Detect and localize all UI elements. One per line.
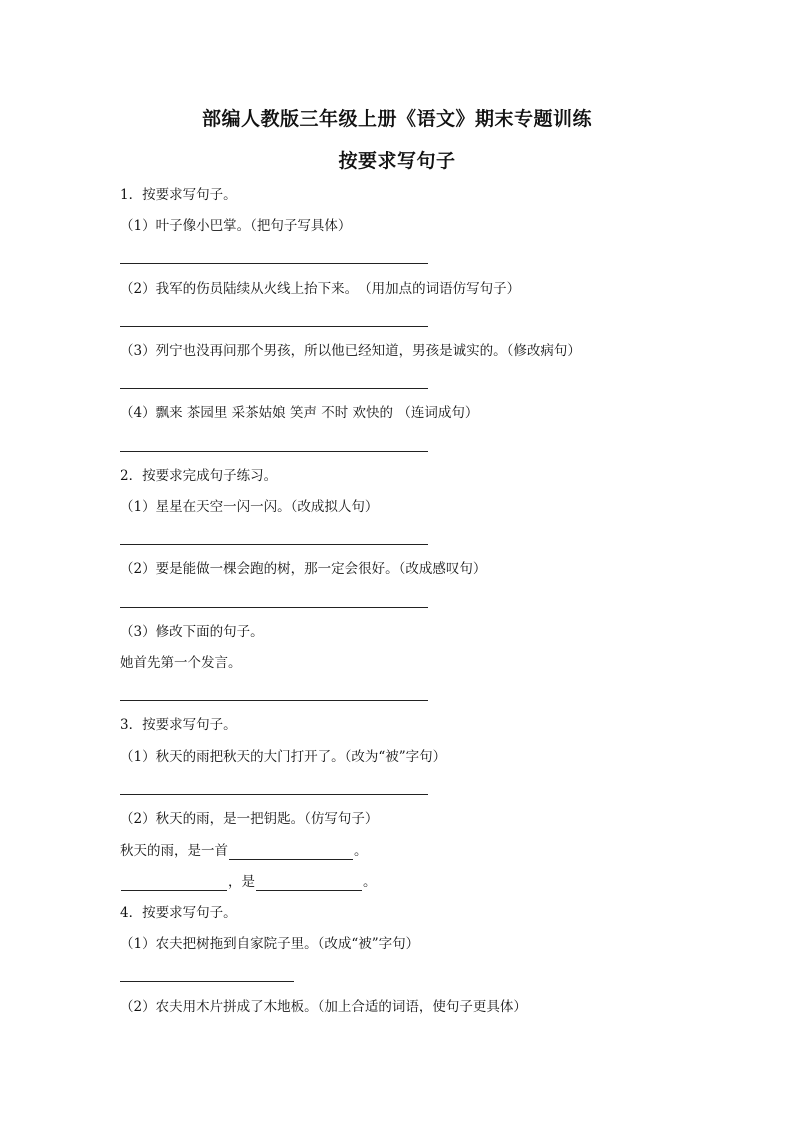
- question-1-item-4: （4）飘来 茶园里 采茶姑娘 笑声 不时 欢快的 （连词成句）: [120, 405, 479, 421]
- fill-blank[interactable]: [121, 876, 227, 891]
- answer-line[interactable]: [120, 451, 428, 452]
- question-3-heading: 3．按要求写句子。: [120, 717, 237, 733]
- fill-text: ，是: [228, 874, 255, 890]
- fill-text: 。: [354, 843, 368, 859]
- answer-line[interactable]: [120, 981, 294, 982]
- fill-sentence-2: [120, 873, 377, 891]
- page-title: 部编人教版三年级上册《语文》期末专题训练: [201, 108, 592, 130]
- question-1-item-3: （3）列宁也没再问那个男孩，所以他已经知道，男孩是诚实的。（修改病句）: [120, 343, 581, 359]
- question-1-item-1: （1）叶子像小巴掌。（把句子写具体）: [120, 218, 352, 234]
- fill-blank[interactable]: [229, 845, 353, 860]
- answer-line[interactable]: [120, 794, 428, 795]
- question-1-heading: 1．按要求写句子。: [120, 187, 237, 203]
- question-4-item-1: （1）农夫把树拖到自家院子里。（改成“被”字句）: [120, 936, 420, 952]
- answer-line[interactable]: [120, 544, 428, 545]
- question-2-sentence: 她首先第一个发言。: [120, 655, 242, 671]
- answer-line[interactable]: [120, 326, 428, 327]
- fill-text: 秋天的雨，是一首: [120, 843, 228, 859]
- question-4-item-2: （2）农夫用木片拼成了木地板。（加上合适的词语，使句子更具体）: [120, 999, 527, 1015]
- answer-line[interactable]: [120, 700, 428, 701]
- question-1-item-2: （2）我军的伤员陆续从火线上抬下来。 （用加点的词语仿写句子）: [120, 281, 521, 297]
- question-3-item-2: （2）秋天的雨，是一把钥匙。（仿写句子）: [120, 811, 379, 827]
- question-2-item-1: （1）星星在天空一闪一闪。（改成拟人句）: [120, 499, 379, 515]
- question-2-item-2: （2）要是能做一棵会跑的树，那一定会很好。（改成感叹句）: [120, 561, 487, 577]
- question-2-item-3: （3）修改下面的句子。: [120, 624, 264, 640]
- answer-line[interactable]: [120, 607, 428, 608]
- answer-line[interactable]: [120, 263, 428, 264]
- answer-line[interactable]: [120, 388, 428, 389]
- question-3-item-1: （1）秋天的雨把秋天的大门打开了。（改为“被”字句）: [120, 749, 447, 765]
- fill-blank[interactable]: [256, 876, 362, 891]
- question-4-heading: 4．按要求写句子。: [120, 905, 237, 921]
- question-2-heading: 2．按要求完成句子练习。: [120, 468, 278, 484]
- page-subtitle: 按要求写句子: [338, 150, 456, 172]
- fill-text: 。: [363, 874, 377, 890]
- fill-sentence-1: [120, 842, 368, 860]
